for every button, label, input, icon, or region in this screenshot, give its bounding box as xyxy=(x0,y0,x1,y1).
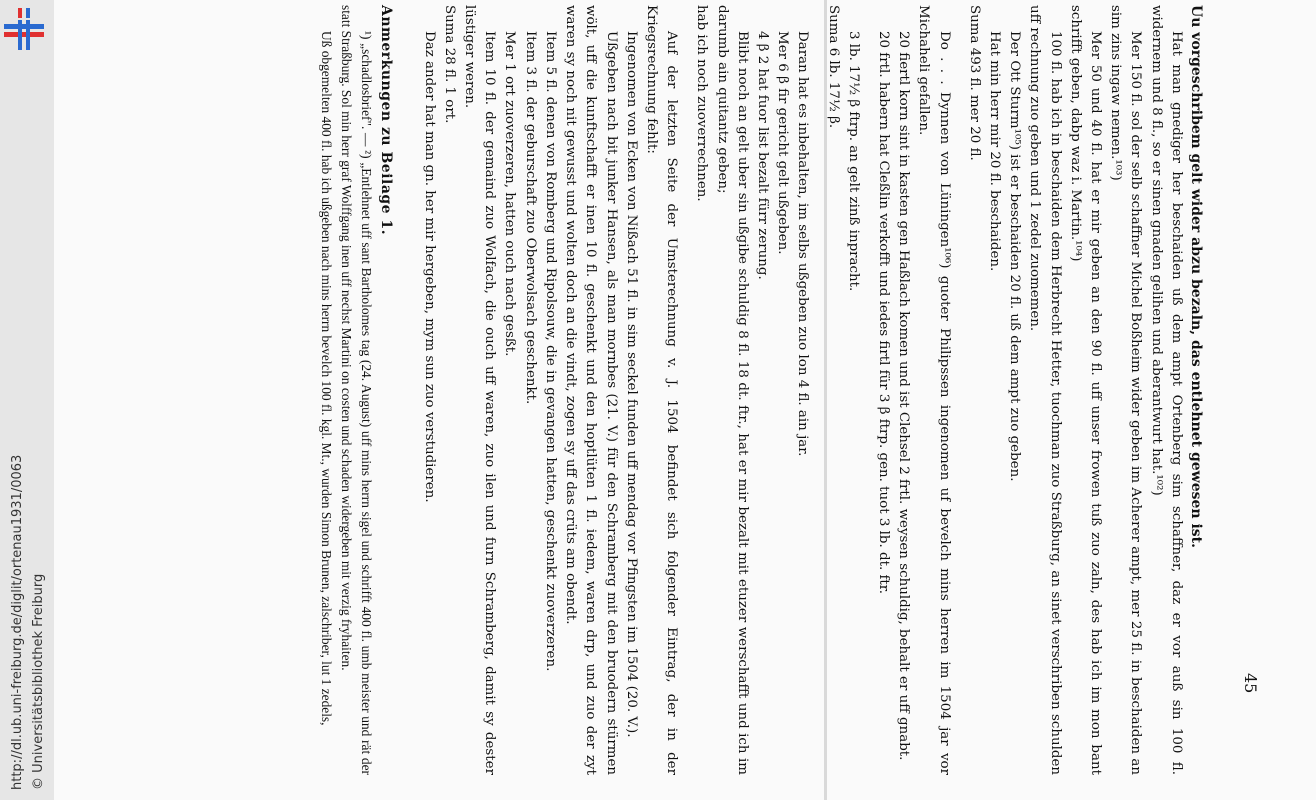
paragraph: Blibt noch an gelt uber sin ußgibe schuldig 8 fl. 18 dt. ftr., hat er mir bezalt mit etuzer werschafft und ich im darumb ain quitantz geben; xyxy=(714,5,750,775)
paragraph: Daz ander hat man gn. her mir hergeben, mym sun zuo verstudieren. xyxy=(421,31,437,503)
section-heading: Uu vorgeschribem gelt wider abzu bezaln, das entlehnet gewesen ist. xyxy=(1188,5,1204,549)
paragraph: Mer 6 β fir gericht gelt ußgeben. xyxy=(775,31,791,255)
paragraph: Item 5 fl. denen von Romberg und Ripolsouw, die in gevangen hatten, geschenkt zuoverzeren. xyxy=(542,31,558,672)
sum-line: Suma 6 lb. 17½ β. xyxy=(825,5,841,129)
paragraph: 4 β 2 hat fuor list bezalt fürr zerung. xyxy=(754,31,770,280)
source-url[interactable]: http://dl.ub.uni-freiburg.de/diglit/ortenau1931/0063 xyxy=(10,454,25,790)
document-page xyxy=(156,5,1266,775)
paragraph: Item 10 fl. der gemaind zuo Wolfach, die ouch uff waren, zuo ilen und furn Schramberg, damit sy dester lüstiger weren. xyxy=(462,5,498,775)
paragraph: hab ich noch zuoverrechnen. xyxy=(694,5,710,202)
footnote: ¹) „schadlosbrief". — ²) „Entlehnet uff sant Bartholomes tag (24. August) uff mins herrn sigel und schrifft 400 fl. umb meister und rät der statt Straßburg. Sol min herr graf Wolffgang inen uff nechst Martini on costen und schaden widergeben mit verzig fryhaiten. xyxy=(339,5,375,775)
paragraph: Ußgeben nach bit junker Hansen, als man mornbes (21. V.) für den Schramberg mit den bruodern stürmen wölt, uff die kunftschafft er inen 10 fl. geschenkt und den hoptlüten 1 fl. iedem, waren drp, und zuo der zyt waren sy noch nit gewusst und wolten doch an die vindt, zogen sy uff das crüts am obendt. xyxy=(563,5,619,775)
paragraph: Do . . . Dynnen von Lüningen¹⁰⁶) guoter Philipssen ingenomen uf bevelch mins herren im 1504 jar vor Michaheli gefallen. xyxy=(916,5,952,775)
page-content xyxy=(316,5,1206,775)
copyright-notice: © Universitätsbibliothek Freiburg xyxy=(31,573,46,790)
sidebar-source-text xyxy=(9,10,47,790)
paragraph: Daran hat es inbehalten, im selbs ußgeben zuo lon 4 fl. ain jar. xyxy=(795,31,811,457)
paragraph: Mer 150 fl. sol der selb schaffner Michel Boßheim wider geben im Acherer ampt, mer 25 fl. in beschaiden an sim zins ingaw nemen.¹⁰³) xyxy=(1108,5,1144,775)
paragraph: 20 frtl. habern hat Cleßlin verkofft und iedes firtl für 3 β ftrp. gen. tuot 3 lb. dt. ftr. xyxy=(875,31,891,594)
footnote: Uß obgemelten 400 fl. hab ich ußgeben nach mins herrn bevelch 100 fl. kgl. Mt., wurden Simon Brunen, zalschriber, lut 1 zedels, xyxy=(318,31,334,726)
paragraph: Mer 50 und 40 fl. hat er mir geben an den 90 fl. uff unser frowen tuß zuo zaln, des hab ich im mon bant schrifft geben, dabp waz i. Martin.¹⁰⁴) xyxy=(1067,5,1103,775)
paragraph: Hat man gnediger her beschaiden uß dem ampt Ortenberg sim schaffner, daz er vor auß sin 100 fl. widernem und 8 fl., so er sinen gnaden gelihen und aberantwurt hat.¹⁰²) xyxy=(1148,5,1184,775)
page-number: 45 xyxy=(1241,673,1260,694)
paragraph: Hat min herr mir 20 fl. beschaiden. xyxy=(986,31,1002,272)
scanned-page-area xyxy=(54,0,1316,800)
notes-heading: Anmerkungen zu Beilage 1. xyxy=(378,5,395,236)
viewer-sidebar xyxy=(0,0,54,800)
sum-line: Suma 28 fl. 1 ort. xyxy=(441,5,457,124)
paragraph: Auf der letzten Seite der Umsterechnung v. J. 1504 befindet sich folgender Eintrag, der in der Kriegsrechnung fehlt: xyxy=(643,5,680,775)
sum-line: Suma 493 fl. mer 20 fl. xyxy=(966,5,982,161)
paragraph: 3 lb. 17½ β ftrp. an gelt zinß inpracht. xyxy=(845,31,861,292)
paragraph: Item 3 fl. der geburschaft zuo Oberwolsach geschenkt. xyxy=(522,31,538,405)
paragraph: 100 fl. hab ich in beschaiden dem Herbrecht Hetter, tuochman zuo Straßburg, an sinet verschriben schulden uff rechnung zuo geben und 1 zedel zuomemen. xyxy=(1027,5,1063,775)
paragraph: Der Ott Sturm¹⁰⁵) ist er beschaiden 20 fl. uß dem ampt zuo geben. xyxy=(1007,31,1023,482)
paragraph: 20 fiertl korn sint in kasten gen Haßlach komen und ist Clehsel 2 frtl. weysen schuldig, behalt er uff gnabt. xyxy=(896,31,912,761)
paragraph: Mer 1 ort zuoverzeren, hatten ouch nach gesßt. xyxy=(502,31,518,357)
paragraph: Ingenomen von Ecken von Nißach 51 fl. in sim seckel funden uff mendag vor Pfingsten im 1504 (20. V.). xyxy=(623,31,639,738)
